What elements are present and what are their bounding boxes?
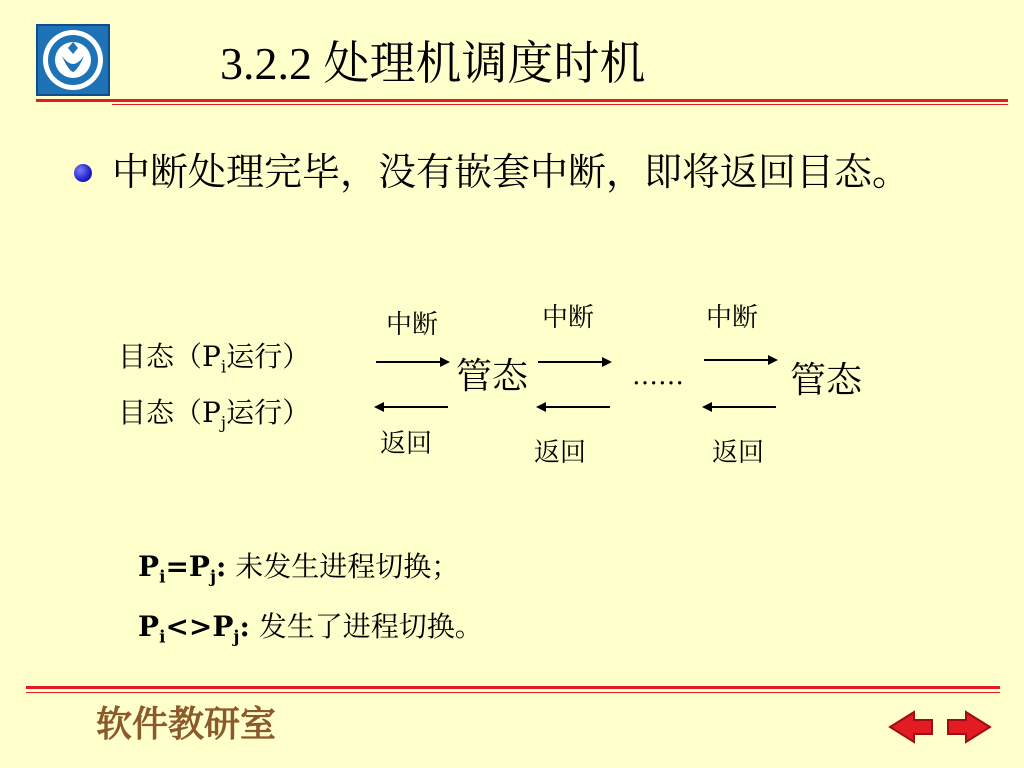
interrupt-label-1: 中断	[386, 310, 439, 340]
footer-rule-thin	[26, 692, 1000, 693]
university-logo	[36, 24, 110, 96]
prev-arrow-icon[interactable]	[888, 710, 934, 744]
next-arrow-icon[interactable]	[946, 710, 992, 744]
return-arrow-2	[538, 406, 610, 408]
interrupt-arrow-1	[376, 361, 448, 363]
bullet-text: 中断处理完毕，没有嵌套中断，即将返回目态。	[112, 150, 911, 194]
title-rule	[36, 99, 1008, 102]
return-arrow-3	[704, 406, 776, 408]
interrupt-arrow-3	[704, 359, 776, 361]
kernel-mode-label-1: 管态	[456, 356, 529, 397]
footer-label: 软件教研室	[96, 703, 277, 745]
bullet-icon	[74, 164, 92, 182]
interrupt-arrow-2	[538, 361, 610, 363]
kernel-mode-label-2: 管态	[790, 360, 863, 401]
ellipsis-label: ……	[632, 361, 684, 391]
note-switch: $P_i<>P_j$: 发生了进程切换。	[138, 610, 483, 647]
note-no-switch: $P_i=P_j$: 未发生进程切换；	[138, 550, 460, 587]
return-label-3: 返回	[712, 438, 765, 468]
title-rule-thin	[112, 104, 1008, 105]
interrupt-label-3: 中断	[706, 303, 759, 333]
return-arrow-1	[376, 406, 448, 408]
user-mode-pi-label: 目态（$P_i$运行）	[118, 340, 311, 377]
return-label-1: 返回	[380, 429, 433, 459]
return-label-2: 返回	[534, 438, 587, 468]
footer-rule	[26, 686, 1000, 689]
interrupt-label-2: 中断	[542, 303, 595, 333]
page-title: 3.2.2 处理机调度时机	[220, 38, 646, 89]
user-mode-pj-label: 目态（$P_j$运行）	[118, 396, 311, 433]
